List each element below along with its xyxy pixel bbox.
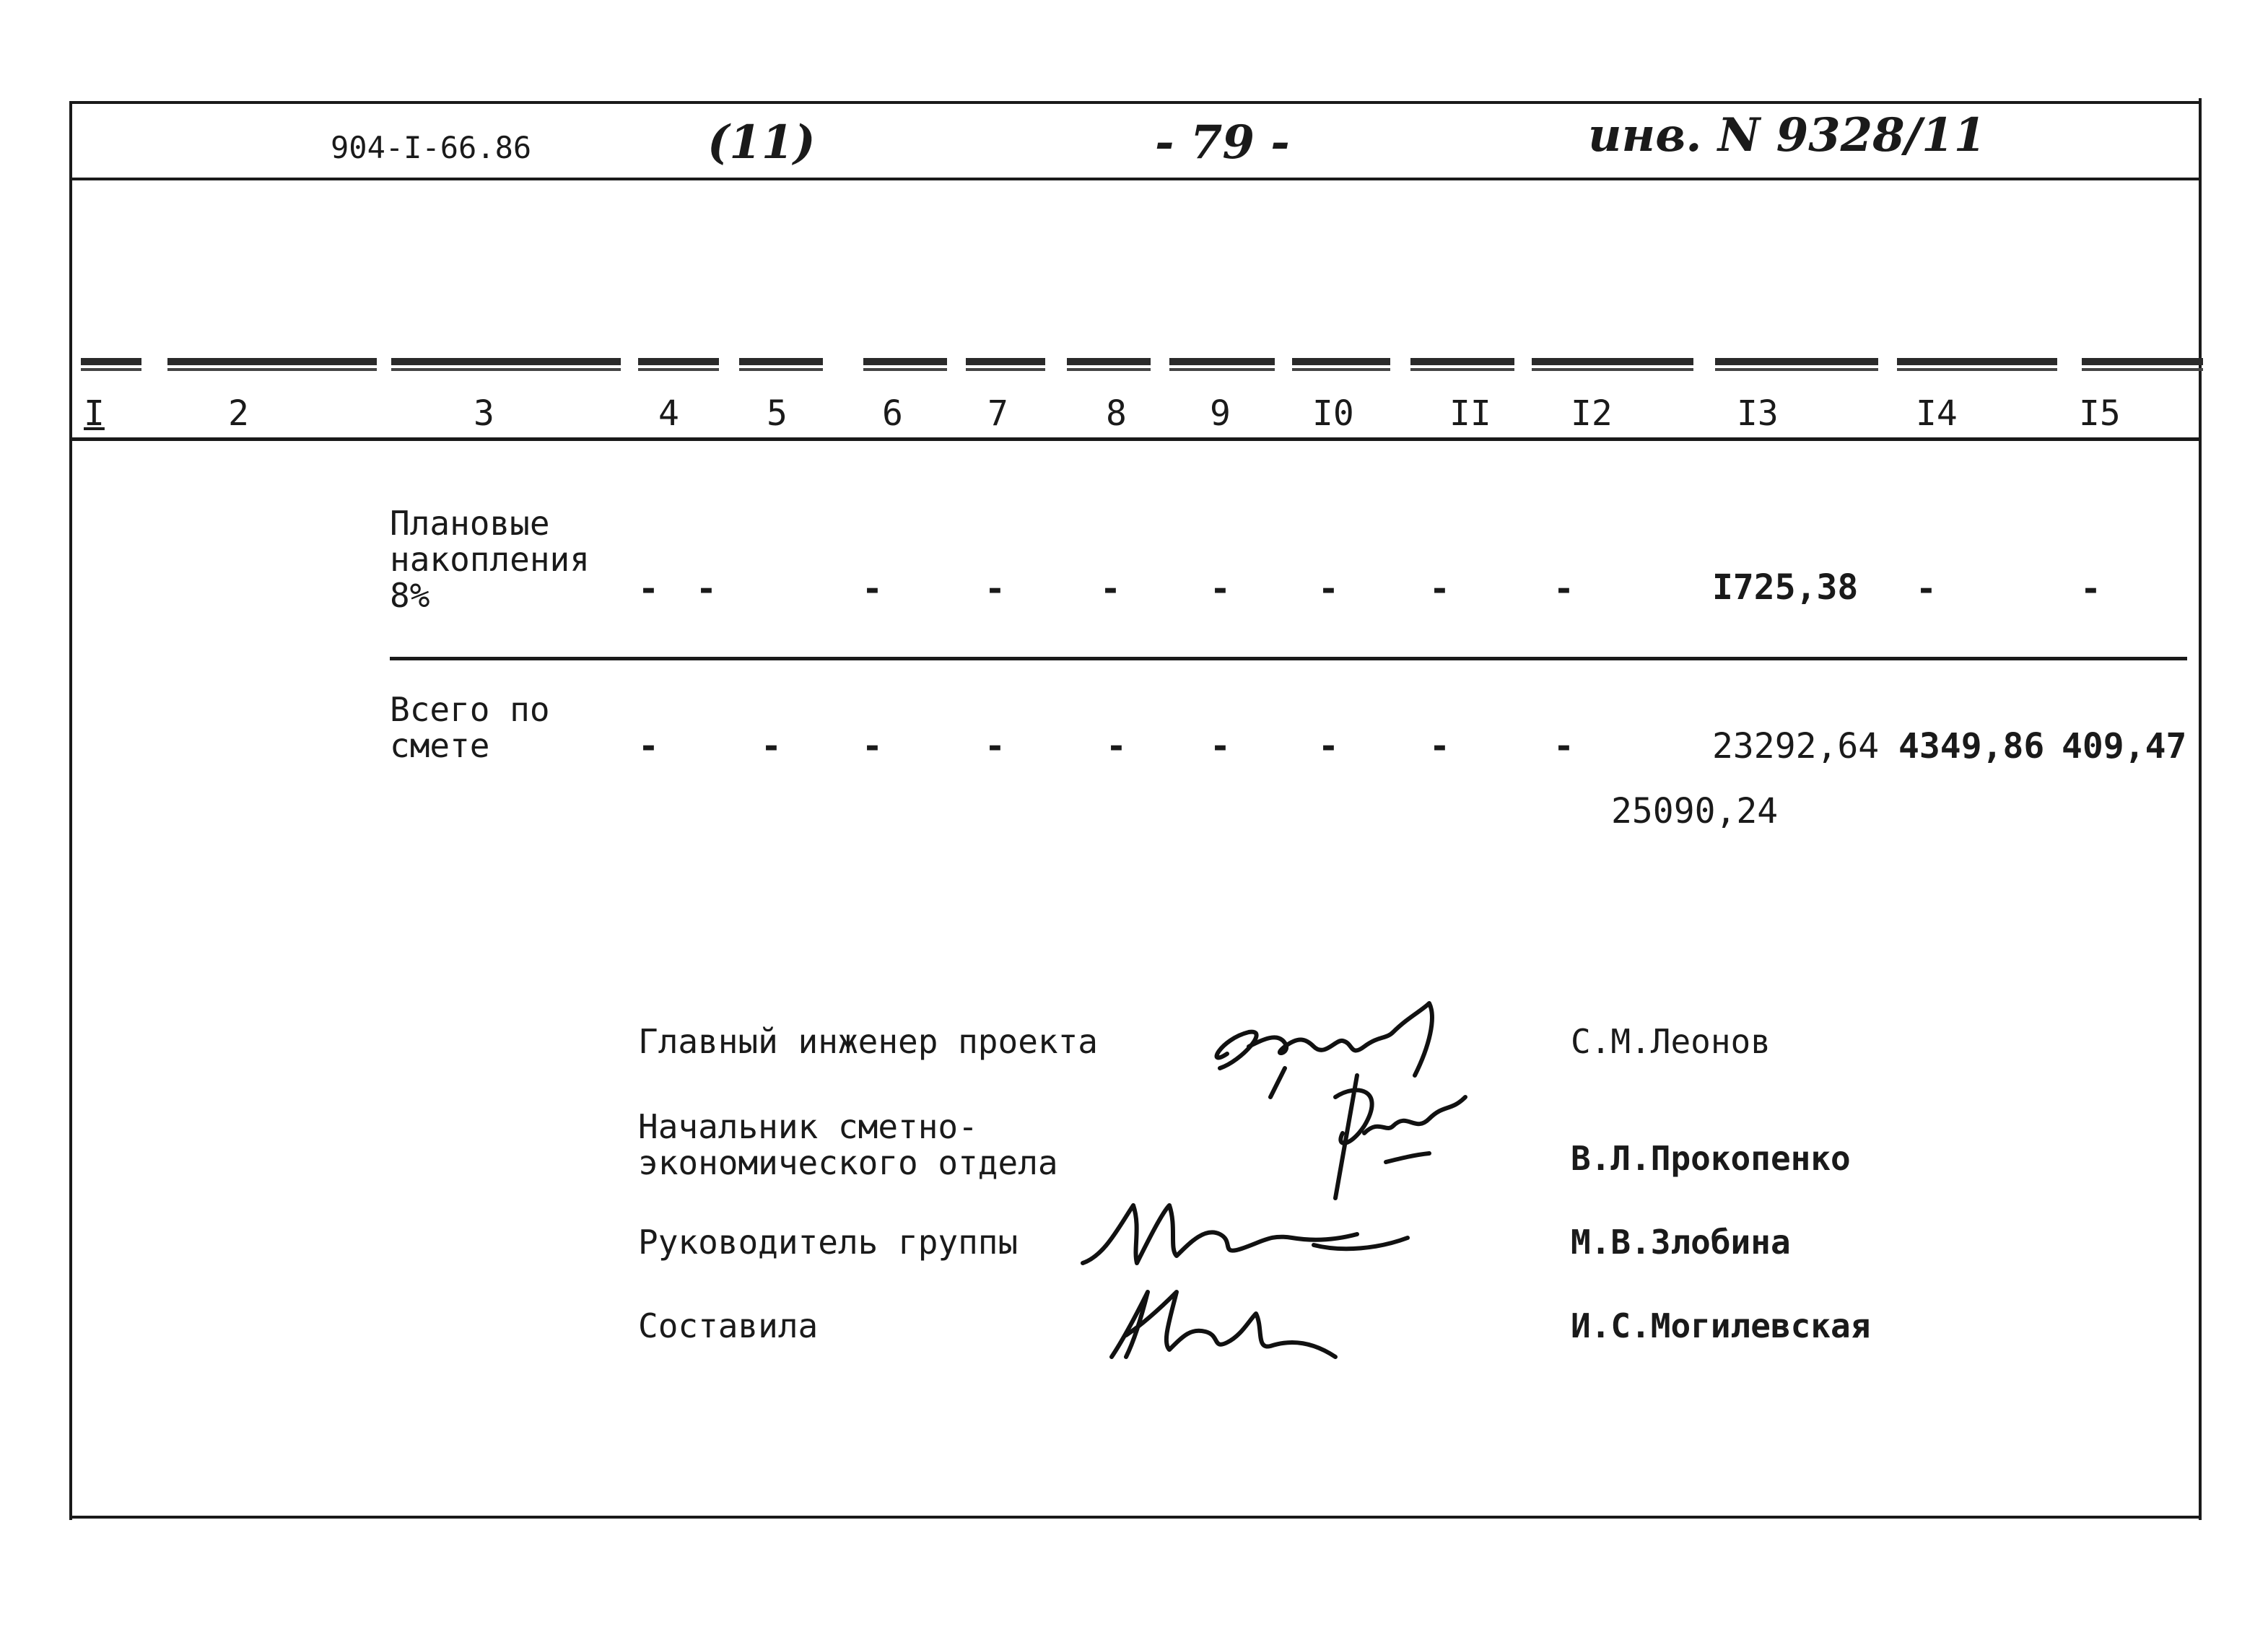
column-number-15: I5 (2079, 393, 2121, 434)
page-number: - 79 - (1155, 115, 1290, 170)
column-number-8: 8 (1106, 393, 1127, 434)
column-number-13: I3 (1737, 393, 1779, 434)
signer-position-group-lead: Руководитель группы (638, 1223, 1019, 1262)
total-col7-dash: - (985, 726, 1006, 767)
frame-top-border (69, 101, 2202, 104)
column-number-6: 6 (882, 393, 903, 434)
planned-col7-dash: - (985, 569, 1006, 609)
total-col4-dash: - (638, 726, 659, 767)
total-col10-dash: - (1318, 726, 1339, 767)
column-number-2: 2 (228, 393, 249, 434)
frame-right-border (2199, 98, 2202, 1520)
signature-mogilevskaya (1097, 1278, 1357, 1371)
column-number-12: I2 (1571, 393, 1613, 434)
column-number-10: I0 (1312, 393, 1354, 434)
column-number-9: 9 (1210, 393, 1231, 434)
signer-name-compiler: И.С.Могилевская (1571, 1306, 1871, 1345)
header-divider (69, 178, 2202, 180)
planned-col13-value: I725,38 (1712, 567, 1859, 608)
planned-col9-dash: - (1210, 569, 1231, 609)
column-number-7: 7 (987, 393, 1008, 434)
total-col12-dash: - (1553, 726, 1574, 767)
column-number-14: I4 (1916, 393, 1958, 434)
column-header-rule (81, 358, 2203, 375)
planned-col5-dash: - (696, 569, 717, 609)
inventory-number: инв. N 9328/11 (1588, 108, 1986, 162)
planned-col6-dash: - (862, 569, 883, 609)
column-number-4: 4 (658, 393, 679, 434)
document-code: 904-I-66.86 (331, 130, 532, 165)
total-col15-value: 409,47 (2062, 726, 2187, 767)
column-number-11: II (1449, 393, 1491, 434)
signature-zlobina (1076, 1184, 1422, 1285)
column-number-3: 3 (474, 393, 494, 434)
row-label-planned: Плановые накопления 8% (390, 504, 590, 615)
planned-col15-dash: - (2080, 569, 2101, 609)
sheet-mark: (11) (707, 115, 816, 170)
signer-position-chief-engineer: Главный инженер проекта (638, 1022, 1098, 1061)
signer-position-compiler: Составила (638, 1306, 819, 1345)
planned-col10-dash: - (1318, 569, 1339, 609)
signer-name-group-lead: М.В.Злобина (1571, 1223, 1791, 1262)
planned-col11-dash: - (1429, 569, 1450, 609)
total-col6-dash: - (862, 726, 883, 767)
total-col13-value: 23292,64 (1712, 726, 1880, 767)
frame-left-border (69, 101, 72, 1520)
planned-col12-dash: - (1553, 569, 1574, 609)
grand-total-value: 25090,24 (1611, 791, 1779, 831)
frame-bottom-border (69, 1516, 2202, 1519)
total-col8-dash: - (1106, 726, 1127, 767)
row-divider (390, 657, 2187, 660)
total-col11-dash: - (1429, 726, 1450, 767)
column-number-5: 5 (767, 393, 788, 434)
total-col9-dash: - (1210, 726, 1231, 767)
total-col5-dash: - (761, 726, 782, 767)
planned-col4-dash: - (638, 569, 659, 609)
total-col14-value: 4349,86 (1898, 726, 2045, 767)
column-header-underline (69, 437, 2202, 441)
column-number-1: I (84, 393, 105, 434)
planned-col8-dash: - (1100, 569, 1121, 609)
signer-name-chief-engineer: С.М.Леонов (1571, 1022, 1771, 1061)
row-label-total: Всего по смете (390, 690, 550, 765)
signer-position-department-head: Начальник сметно- экономического отдела (638, 1107, 1058, 1182)
planned-col14-dash: - (1916, 569, 1937, 609)
signer-name-department-head: В.Л.Прокопенко (1571, 1139, 1851, 1178)
